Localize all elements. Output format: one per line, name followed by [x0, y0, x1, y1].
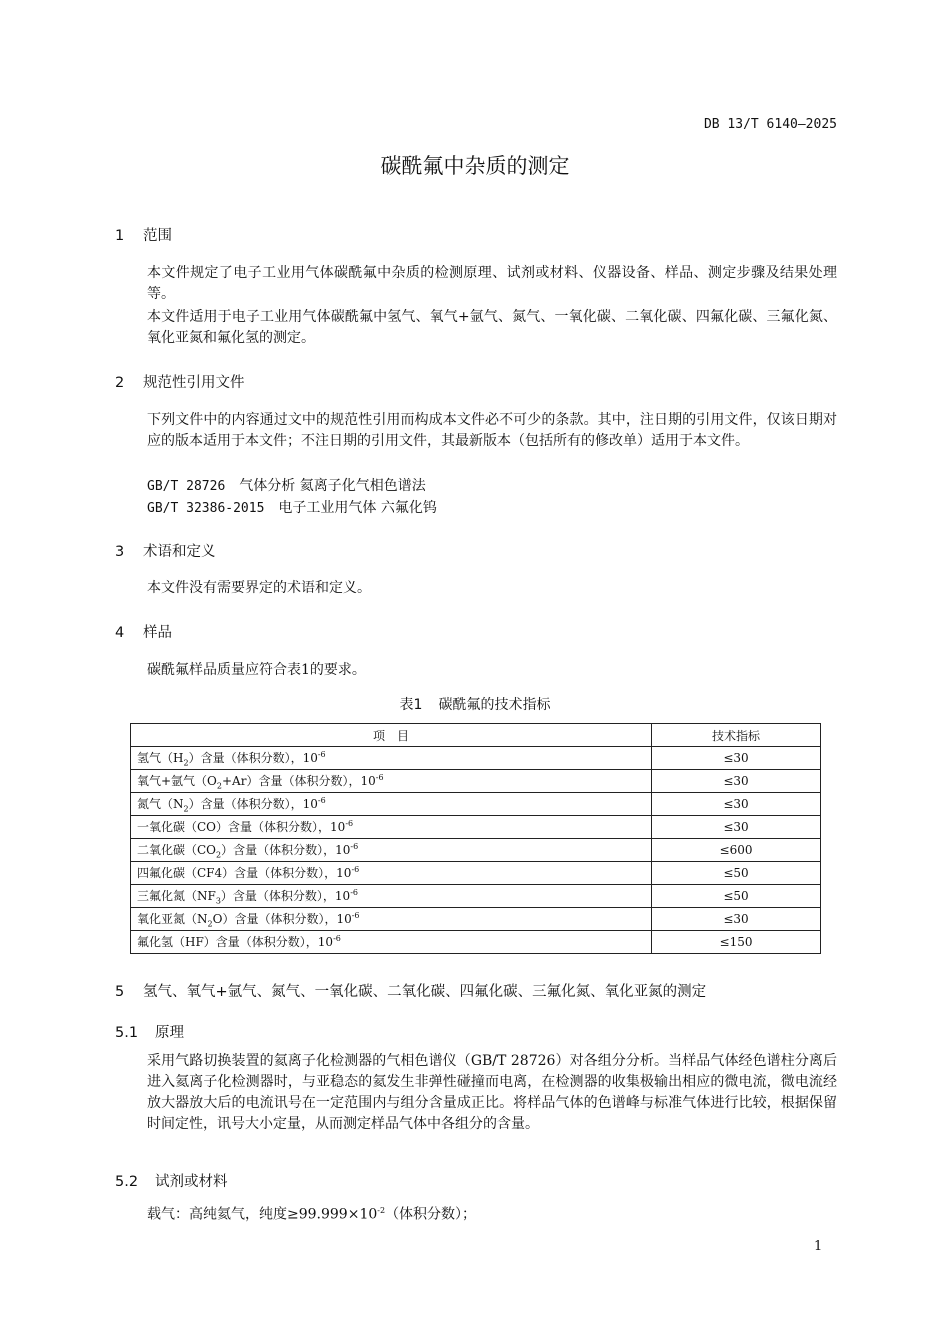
- reference-code: GB/T 32386-2015: [147, 501, 265, 516]
- table-row: [131, 747, 821, 770]
- document-code: DB 13/T 6140—2025: [703, 117, 837, 132]
- row-value: ≤50: [652, 862, 821, 885]
- section-2-heading: [115, 371, 245, 392]
- table-row: [131, 839, 821, 862]
- section-title: 试剂或材料: [155, 1174, 228, 1190]
- row-item: 氧气+氩气$(O_2+Ar)$含量（体积分数），$10^{-6}$: [131, 770, 652, 793]
- row-item: 四氟化碳（CF4）含量（体积分数），$10^{-6}$: [131, 862, 652, 885]
- table-number: 表1: [399, 697, 423, 713]
- page-number: 1: [814, 1239, 823, 1254]
- carrier-gas-line: [115, 1200, 837, 1226]
- row-value: ≤30: [652, 747, 821, 770]
- section-5-heading: [115, 980, 706, 1001]
- table-title: 碳酰氟的技术指标: [438, 697, 551, 713]
- section-number: 3: [115, 544, 125, 560]
- row-value: ≤30: [652, 770, 821, 793]
- table-caption: [0, 694, 950, 714]
- section-title: 样品: [143, 625, 172, 641]
- section-2-paragraph-1: [115, 410, 837, 452]
- section-title: 原理: [155, 1025, 184, 1041]
- row-item: 一氧化碳（CO）含量（体积分数），$10^{-6}$: [131, 816, 652, 839]
- row-value: ≤600: [652, 839, 821, 862]
- normative-reference: [147, 498, 437, 519]
- section-title: 规范性引用文件: [143, 375, 245, 391]
- section-title: 氢气、氧气+氩气、氮气、一氧化碳、二氧化碳、四氟化碳、三氟化氮、氧化亚氮的测定: [143, 984, 707, 1000]
- reference-name: 电子工业用气体 六氟化钨: [278, 500, 437, 516]
- section-5-1-paragraph: [115, 1051, 837, 1135]
- section-1-paragraph-2: [115, 307, 837, 349]
- section-number: 1: [115, 228, 125, 244]
- paragraph-text: 本文件没有需要界定的术语和定义。: [147, 580, 371, 596]
- row-value: ≤150: [652, 931, 821, 954]
- paragraph-text: 下列文件中的内容通过文中的规范性引用而构成本文件必不可少的条款。其中，注日期的引用文件，仅该日期对应的版本适用于本文件；不注日期的引用文件，其最新版本（包括所有的修改单）适用于本文件。: [147, 412, 837, 449]
- row-value: ≤30: [652, 793, 821, 816]
- section-title: 术语和定义: [143, 544, 216, 560]
- section-4-paragraph-1: [115, 660, 837, 681]
- table-row: [131, 770, 821, 793]
- section-number: 5.2: [115, 1174, 139, 1190]
- row-item: 三氟化氮$(NF_3)$含量（体积分数），$10^{-6}$: [131, 885, 652, 908]
- row-value: ≤30: [652, 816, 821, 839]
- paragraph-text: 本文件规定了电子工业用气体碳酰氟中杂质的检测原理、试剂或材料、仪器设备、样品、测定步骤及结果处理等。: [147, 265, 837, 302]
- section-1-heading: [115, 224, 172, 245]
- document-title: 碳酰氟中杂质的测定: [380, 154, 570, 178]
- row-item: 氟化氢（HF）含量（体积分数），$10^{-6}$: [131, 931, 652, 954]
- table-row: [131, 862, 821, 885]
- normative-reference: [147, 476, 426, 497]
- row-item: 氧化亚氮$(N_2O)$含量（体积分数），$10^{-6}$: [131, 908, 652, 931]
- row-item: 氮气$(N_2)$含量（体积分数），$10^{-6}$: [131, 793, 652, 816]
- table-header-row: [131, 724, 821, 747]
- section-number: 4: [115, 625, 125, 641]
- table-row: [131, 931, 821, 954]
- section-5-2-heading: [115, 1170, 228, 1191]
- section-5-1-heading: [115, 1021, 184, 1042]
- paragraph-text: 采用气路切换装置的氦离子化检测器的气相色谱仪（GB/T 28726）对各组分分析。当样品气体经色谱柱分离后进入氦离子化检测器时，与亚稳态的氦发生非弹性碰撞而电离，在检测器的收集极输出相应的微电流，微电流经放大器放大后的电流讯号在一定范围内与组分含量成正比。将样品气体的色谱峰与标准气体进行比较，根据保留时间定性，讯号大小定量，从而测定样品气体中各组分的含量。: [147, 1053, 837, 1132]
- technical-specification-table: [130, 723, 821, 954]
- paragraph-text: 本文件适用于电子工业用气体碳酰氟中氢气、氧气+氩气、氮气、一氧化碳、二氧化碳、四氟化碳、三氟化氮、氧化亚氮和氟化氢的测定。: [147, 309, 837, 346]
- table-row: [131, 908, 821, 931]
- section-3-heading: [115, 540, 216, 561]
- reference-name: 气体分析 氦离子化气相色谱法: [239, 478, 426, 494]
- section-number: 5.1: [115, 1025, 139, 1041]
- section-4-heading: [115, 621, 172, 642]
- row-value: ≤30: [652, 908, 821, 931]
- section-3-paragraph-1: [115, 578, 837, 599]
- table-row: [131, 885, 821, 908]
- row-value: ≤50: [652, 885, 821, 908]
- paragraph-text: 碳酰氟样品质量应符合表1的要求。: [147, 662, 366, 678]
- reference-code: GB/T 28726: [147, 479, 226, 494]
- section-1-paragraph-1: [115, 263, 837, 305]
- section-number: 2: [115, 375, 125, 391]
- header-item: 项 目: [131, 724, 652, 747]
- table-row: [131, 816, 821, 839]
- section-number: 5: [115, 984, 125, 1000]
- section-title: 范围: [143, 228, 172, 244]
- header-value: 技术指标: [652, 724, 821, 747]
- table-row: [131, 793, 821, 816]
- row-item: 二氧化碳$(CO_2)$含量（体积分数），$10^{-6}$: [131, 839, 652, 862]
- paragraph-text: 载气：高纯氦气，纯度$\ge 99.999\times 10^{-2}$（体积分数）；: [147, 1206, 477, 1223]
- row-item: 氢气$(H_2)$含量（体积分数），$10^{-6}$: [131, 747, 652, 770]
